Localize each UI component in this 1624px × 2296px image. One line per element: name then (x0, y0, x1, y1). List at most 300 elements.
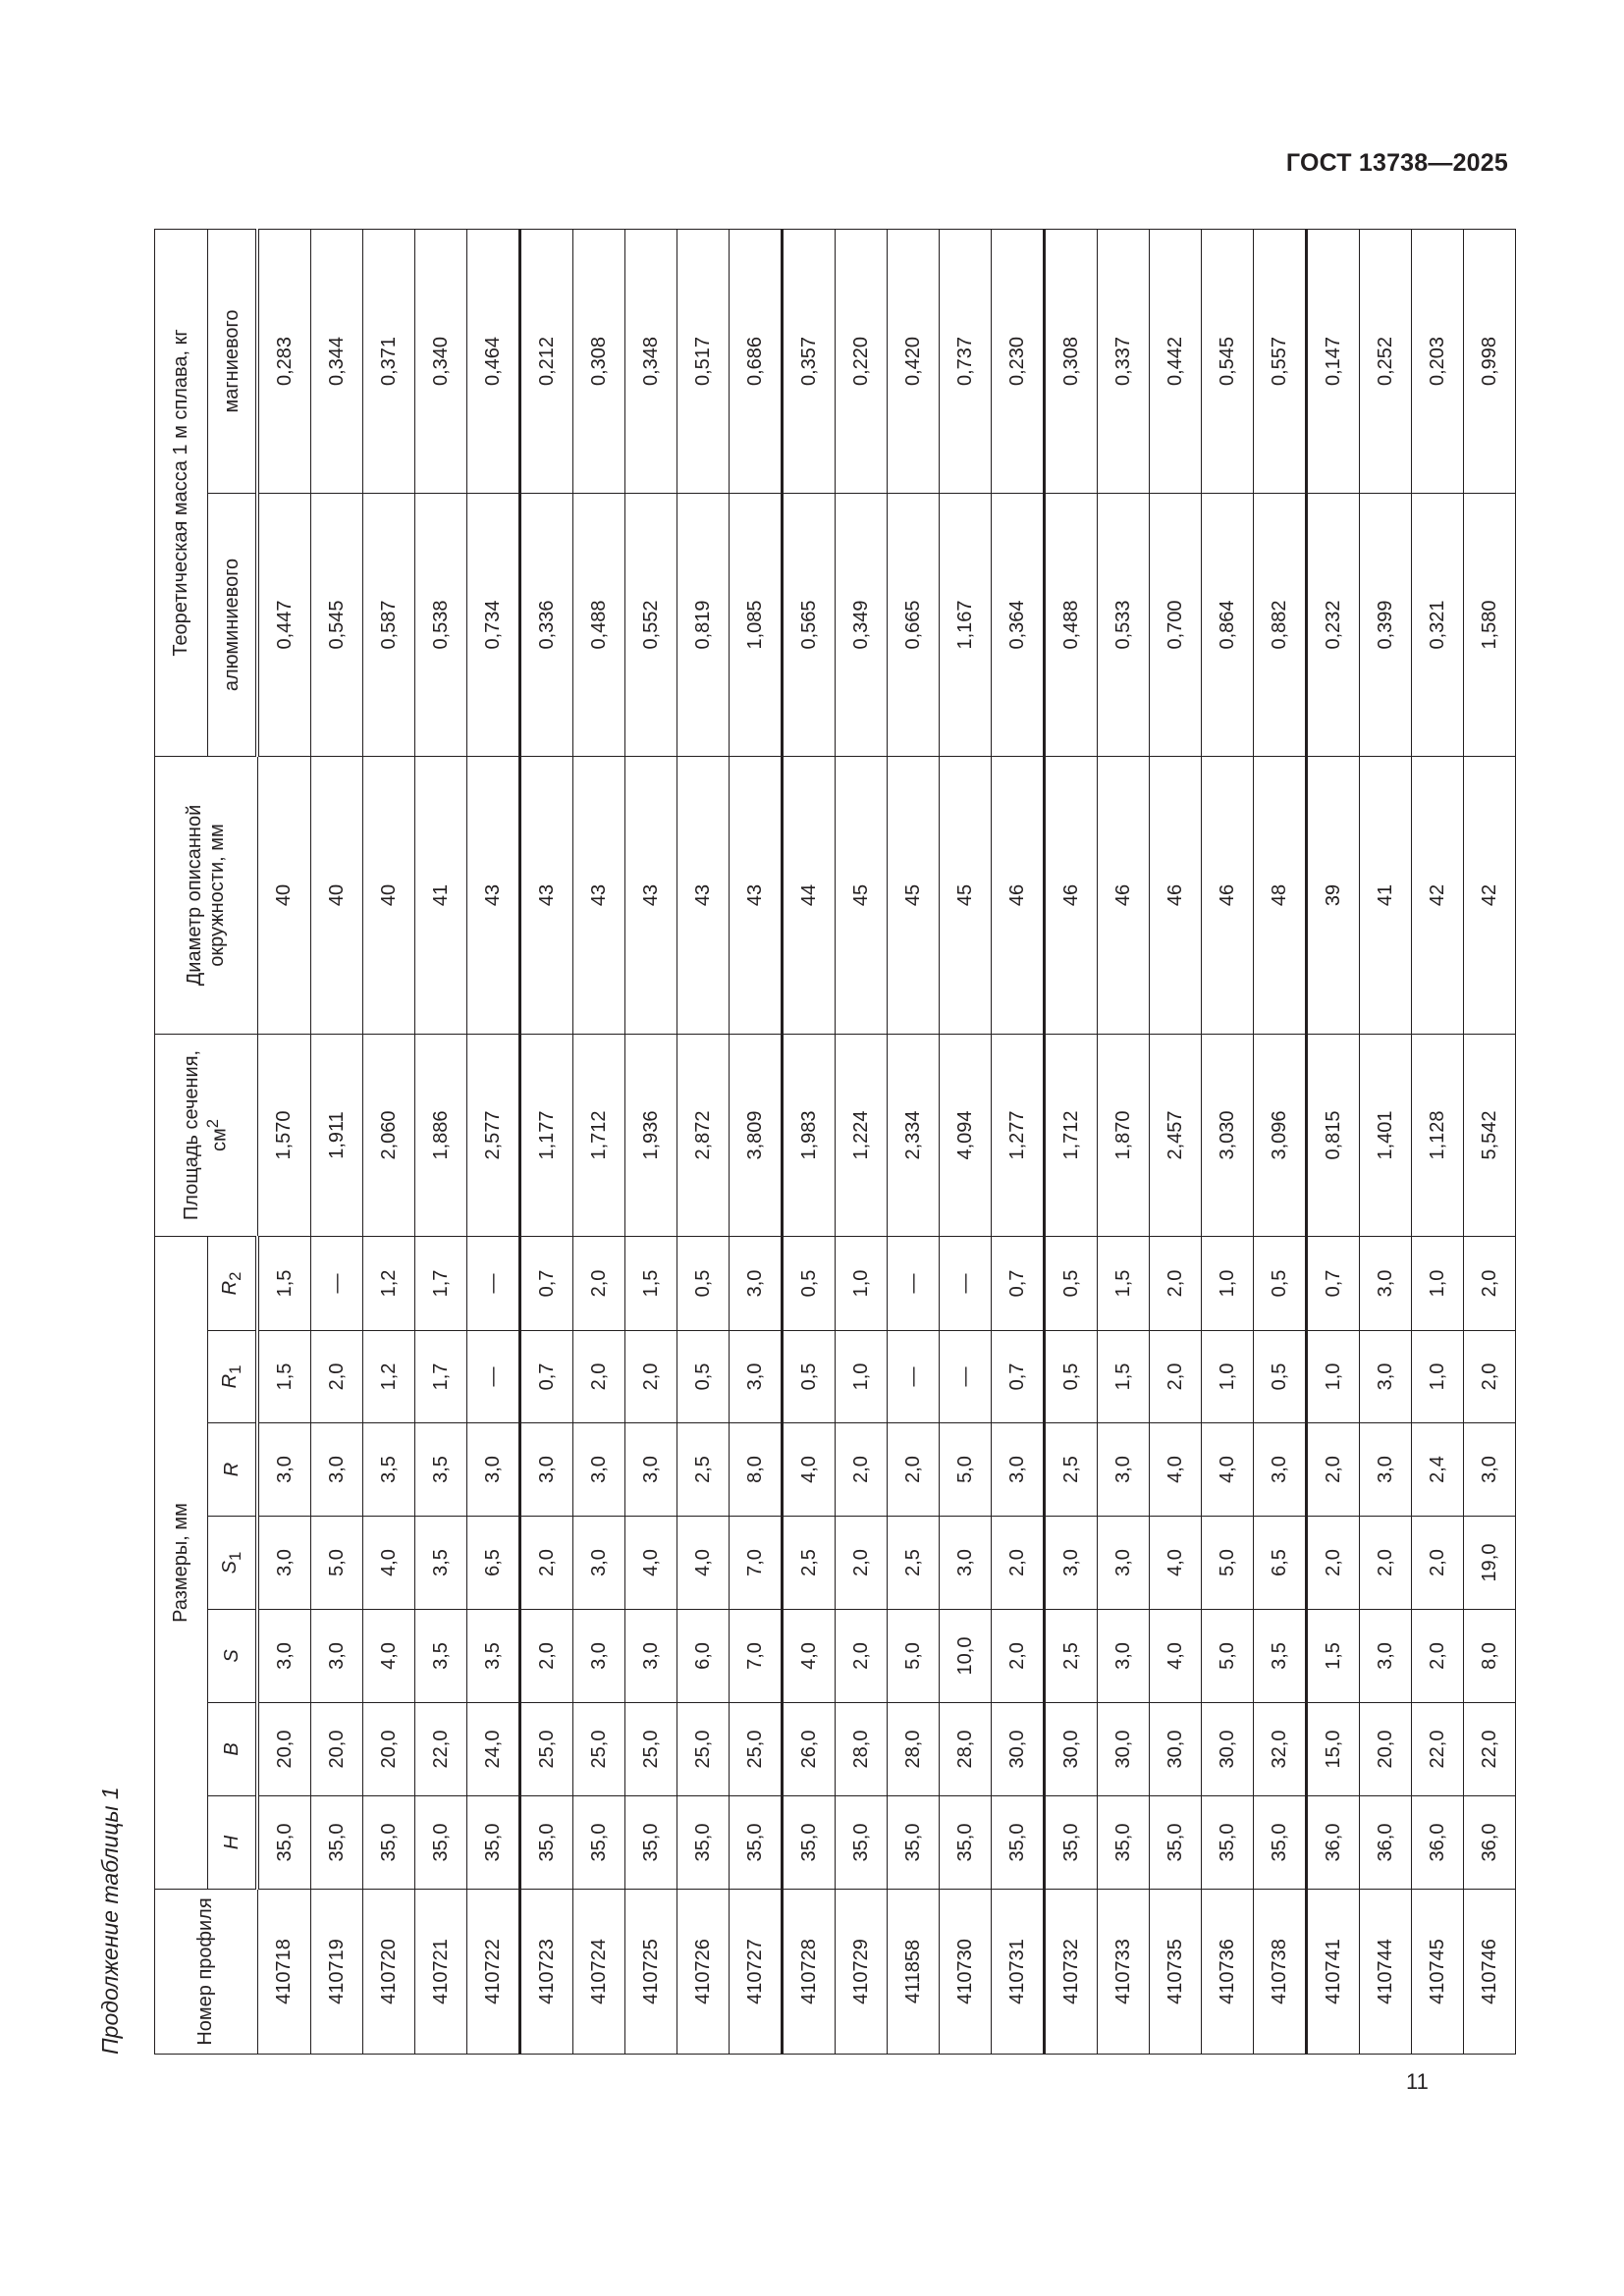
cell-R2: 0,5 (1045, 1236, 1098, 1330)
cell-R2: — (311, 1236, 363, 1330)
cell-mass-magnesium: 0,220 (836, 229, 888, 493)
cell-S: 3,0 (257, 1610, 311, 1703)
cell-R2: 1,2 (363, 1236, 415, 1330)
col-header-diameter: Диаметр описанной окружности, мм (155, 756, 258, 1034)
cell-R2: 1,0 (1412, 1236, 1464, 1330)
cell-S: 7,0 (730, 1610, 783, 1703)
cell-R1: — (888, 1331, 940, 1423)
cell-area: 1,886 (415, 1034, 467, 1236)
cell-S: 6,0 (677, 1610, 730, 1703)
cell-S: 10,0 (940, 1610, 992, 1703)
table-row (940, 229, 992, 2054)
cell-diameter: 44 (783, 756, 836, 1034)
cell-S: 3,0 (1098, 1610, 1150, 1703)
cell-S1: 19,0 (1464, 1517, 1516, 1610)
cell-B: 28,0 (888, 1703, 940, 1796)
table-row (311, 229, 363, 2054)
cell-R1: 2,0 (573, 1331, 625, 1423)
cell-R: 3,0 (1254, 1423, 1307, 1517)
cell-R: 3,0 (520, 1423, 573, 1517)
cell-H: 35,0 (311, 1796, 363, 1890)
table-row (1307, 229, 1360, 2054)
cell-profile-number: 410746 (1464, 1890, 1516, 2055)
table-row (1360, 229, 1412, 2054)
cell-mass-aluminum: 0,232 (1307, 493, 1360, 756)
cell-mass-magnesium: 0,464 (467, 229, 520, 493)
cell-mass-magnesium: 0,686 (730, 229, 783, 493)
cell-R1: 0,5 (677, 1331, 730, 1423)
cell-profile-number: 410724 (573, 1890, 625, 2055)
cell-B: 25,0 (677, 1703, 730, 1796)
cell-mass-aluminum: 1,580 (1464, 493, 1516, 756)
cell-H: 35,0 (415, 1796, 467, 1890)
cell-S: 2,5 (1045, 1610, 1098, 1703)
table-row (1412, 229, 1464, 2054)
cell-S: 3,5 (415, 1610, 467, 1703)
cell-S1: 4,0 (363, 1517, 415, 1610)
cell-R2: 1,0 (836, 1236, 888, 1330)
table-row (467, 229, 520, 2054)
cell-R2: 2,0 (1150, 1236, 1202, 1330)
cell-S: 5,0 (888, 1610, 940, 1703)
table-row (573, 229, 625, 2054)
cell-R: 3,0 (467, 1423, 520, 1517)
cell-mass-aluminum: 0,734 (467, 493, 520, 756)
cell-diameter: 42 (1464, 756, 1516, 1034)
cell-diameter: 46 (992, 756, 1045, 1034)
cell-S: 4,0 (783, 1610, 836, 1703)
cell-S1: 6,5 (1254, 1517, 1307, 1610)
cell-R1: 0,5 (1254, 1331, 1307, 1423)
cell-B: 30,0 (992, 1703, 1045, 1796)
cell-B: 25,0 (520, 1703, 573, 1796)
col-header-S1: $S_1$ (208, 1517, 258, 1610)
cell-profile-number: 410718 (257, 1890, 311, 2055)
cell-mass-aluminum: 0,545 (311, 493, 363, 756)
col-header-B: B (208, 1703, 258, 1796)
cell-R: 5,0 (940, 1423, 992, 1517)
cell-mass-magnesium: 0,283 (257, 229, 311, 493)
table-row (363, 229, 415, 2054)
cell-S: 2,0 (836, 1610, 888, 1703)
col-header-S: S (208, 1610, 258, 1703)
cell-H: 35,0 (730, 1796, 783, 1890)
cell-H: 36,0 (1412, 1796, 1464, 1890)
cell-diameter: 43 (677, 756, 730, 1034)
table-row (1464, 229, 1516, 2054)
cell-mass-magnesium: 0,212 (520, 229, 573, 493)
cell-R2: 0,7 (992, 1236, 1045, 1330)
cell-area: 4,094 (940, 1034, 992, 1236)
cell-H: 35,0 (1150, 1796, 1202, 1890)
cell-area: 2,872 (677, 1034, 730, 1236)
col-header-profile-number: Номер профиля (155, 1890, 258, 2055)
cell-H: 35,0 (257, 1796, 311, 1890)
cell-H: 35,0 (1045, 1796, 1098, 1890)
table-row (1150, 229, 1202, 2054)
cell-R: 3,0 (1360, 1423, 1412, 1517)
cell-mass-magnesium: 0,344 (311, 229, 363, 493)
cell-S1: 7,0 (730, 1517, 783, 1610)
cell-R: 3,5 (363, 1423, 415, 1517)
cell-R1: 1,0 (836, 1331, 888, 1423)
cell-B: 28,0 (836, 1703, 888, 1796)
cell-B: 20,0 (311, 1703, 363, 1796)
col-header-area: Площадь сечения, $см^2$ (155, 1034, 258, 1236)
table-row (1202, 229, 1254, 2054)
cell-R: 4,0 (1150, 1423, 1202, 1517)
cell-mass-magnesium: 0,252 (1360, 229, 1412, 493)
cell-R: 3,0 (1464, 1423, 1516, 1517)
cell-S: 4,0 (1150, 1610, 1202, 1703)
col-header-R1: $R_1$ (208, 1331, 258, 1423)
cell-area: 1,224 (836, 1034, 888, 1236)
cell-R1: 1,5 (257, 1331, 311, 1423)
cell-profile-number: 410735 (1150, 1890, 1202, 2055)
cell-area: 0,815 (1307, 1034, 1360, 1236)
cell-mass-aluminum: 0,665 (888, 493, 940, 756)
cell-R: 2,0 (888, 1423, 940, 1517)
cell-R: 4,0 (783, 1423, 836, 1517)
cell-S1: 2,0 (1360, 1517, 1412, 1610)
cell-mass-magnesium: 0,998 (1464, 229, 1516, 493)
cell-R1: 1,0 (1202, 1331, 1254, 1423)
cell-R2: 0,5 (783, 1236, 836, 1330)
cell-mass-magnesium: 0,557 (1254, 229, 1307, 493)
cell-profile-number: 411858 (888, 1890, 940, 2055)
cell-area: 1,277 (992, 1034, 1045, 1236)
cell-S1: 2,0 (1412, 1517, 1464, 1610)
cell-R: 3,0 (311, 1423, 363, 1517)
cell-profile-number: 410722 (467, 1890, 520, 2055)
cell-B: 15,0 (1307, 1703, 1360, 1796)
cell-area: 3,096 (1254, 1034, 1307, 1236)
cell-mass-aluminum: 0,364 (992, 493, 1045, 756)
cell-R1: 0,5 (783, 1331, 836, 1423)
cell-R: 4,0 (1202, 1423, 1254, 1517)
cell-area: 3,809 (730, 1034, 783, 1236)
cell-mass-aluminum: 0,533 (1098, 493, 1150, 756)
cell-R1: 2,0 (1150, 1331, 1202, 1423)
cell-R: 3,0 (992, 1423, 1045, 1517)
table-row (415, 229, 467, 2054)
cell-R1: 2,0 (311, 1331, 363, 1423)
cell-profile-number: 410731 (992, 1890, 1045, 2055)
cell-R2: 1,5 (1098, 1236, 1150, 1330)
cell-R1: 1,2 (363, 1331, 415, 1423)
table-row (677, 229, 730, 2054)
cell-mass-aluminum: 0,882 (1254, 493, 1307, 756)
cell-R: 2,5 (1045, 1423, 1098, 1517)
cell-mass-aluminum: 0,336 (520, 493, 573, 756)
cell-mass-aluminum: 0,447 (257, 493, 311, 756)
cell-mass-aluminum: 0,552 (625, 493, 677, 756)
cell-H: 35,0 (520, 1796, 573, 1890)
cell-profile-number: 410720 (363, 1890, 415, 2055)
cell-area: 1,911 (311, 1034, 363, 1236)
cell-area: 1,712 (573, 1034, 625, 1236)
cell-mass-magnesium: 0,517 (677, 229, 730, 493)
col-header-mass: Теоретическая масса 1 м сплава, кг (155, 229, 208, 756)
cell-S1: 3,0 (573, 1517, 625, 1610)
cell-mass-aluminum: 0,587 (363, 493, 415, 756)
cell-mass-aluminum: 0,488 (1045, 493, 1098, 756)
cell-R2: 1,5 (625, 1236, 677, 1330)
cell-S: 1,5 (1307, 1610, 1360, 1703)
cell-diameter: 41 (1360, 756, 1412, 1034)
cell-mass-magnesium: 0,308 (573, 229, 625, 493)
cell-R1: 3,0 (1360, 1331, 1412, 1423)
table-row (1254, 229, 1307, 2054)
cell-profile-number: 410728 (783, 1890, 836, 2055)
cell-mass-magnesium: 0,203 (1412, 229, 1464, 493)
cell-area: 1,936 (625, 1034, 677, 1236)
cell-R1: — (467, 1331, 520, 1423)
table-row (1098, 229, 1150, 2054)
cell-S: 3,0 (625, 1610, 677, 1703)
table-row (520, 229, 573, 2054)
cell-S1: 5,0 (1202, 1517, 1254, 1610)
cell-profile-number: 410726 (677, 1890, 730, 2055)
cell-mass-aluminum: 0,565 (783, 493, 836, 756)
cell-S: 2,0 (992, 1610, 1045, 1703)
cell-diameter: 43 (467, 756, 520, 1034)
cell-mass-aluminum: 0,538 (415, 493, 467, 756)
table-row (836, 229, 888, 2054)
cell-S1: 4,0 (625, 1517, 677, 1610)
cell-profile-number: 410721 (415, 1890, 467, 2055)
cell-mass-aluminum: 0,819 (677, 493, 730, 756)
cell-S: 2,0 (520, 1610, 573, 1703)
cell-R2: 2,0 (573, 1236, 625, 1330)
cell-mass-magnesium: 0,308 (1045, 229, 1098, 493)
cell-R1: 1,0 (1412, 1331, 1464, 1423)
cell-R1: 1,5 (1098, 1331, 1150, 1423)
table-row (625, 229, 677, 2054)
cell-mass-magnesium: 0,371 (363, 229, 415, 493)
cell-B: 32,0 (1254, 1703, 1307, 1796)
cell-R2: 0,5 (677, 1236, 730, 1330)
cell-R2: — (467, 1236, 520, 1330)
cell-R: 3,0 (573, 1423, 625, 1517)
cell-diameter: 43 (625, 756, 677, 1034)
cell-R2: — (940, 1236, 992, 1330)
col-header-H: H (208, 1796, 258, 1890)
cell-mass-magnesium: 0,545 (1202, 229, 1254, 493)
cell-R2: 0,5 (1254, 1236, 1307, 1330)
cell-H: 35,0 (1202, 1796, 1254, 1890)
cell-mass-aluminum: 0,321 (1412, 493, 1464, 756)
cell-area: 2,577 (467, 1034, 520, 1236)
cell-B: 30,0 (1045, 1703, 1098, 1796)
cell-B: 20,0 (1360, 1703, 1412, 1796)
col-header-dimensions: Размеры, мм (155, 1236, 208, 1889)
cell-profile-number: 410729 (836, 1890, 888, 2055)
cell-R: 3,5 (415, 1423, 467, 1517)
cell-S: 4,0 (363, 1610, 415, 1703)
table-row (783, 229, 836, 2054)
cell-profile-number: 410738 (1254, 1890, 1307, 2055)
cell-diameter: 40 (257, 756, 311, 1034)
cell-H: 35,0 (783, 1796, 836, 1890)
cell-profile-number: 410723 (520, 1890, 573, 2055)
cell-B: 25,0 (730, 1703, 783, 1796)
cell-mass-magnesium: 0,147 (1307, 229, 1360, 493)
cell-H: 35,0 (836, 1796, 888, 1890)
cell-R1: 1,0 (1307, 1331, 1360, 1423)
table-row (1045, 229, 1098, 2054)
cell-diameter: 46 (1150, 756, 1202, 1034)
cell-R: 3,0 (625, 1423, 677, 1517)
cell-area: 1,401 (1360, 1034, 1412, 1236)
cell-mass-magnesium: 0,337 (1098, 229, 1150, 493)
cell-R2: 1,7 (415, 1236, 467, 1330)
cell-diameter: 39 (1307, 756, 1360, 1034)
cell-area: 2,334 (888, 1034, 940, 1236)
cell-mass-aluminum: 0,864 (1202, 493, 1254, 756)
cell-S: 3,0 (311, 1610, 363, 1703)
cell-B: 30,0 (1202, 1703, 1254, 1796)
col-header-R: R (208, 1423, 258, 1517)
cell-diameter: 48 (1254, 756, 1307, 1034)
cell-S1: 2,5 (783, 1517, 836, 1610)
cell-area: 3,030 (1202, 1034, 1254, 1236)
cell-mass-aluminum: 1,085 (730, 493, 783, 756)
cell-profile-number: 410736 (1202, 1890, 1254, 2055)
table-row (257, 229, 311, 2054)
cell-profile-number: 410741 (1307, 1890, 1360, 2055)
cell-H: 36,0 (1307, 1796, 1360, 1890)
cell-H: 35,0 (677, 1796, 730, 1890)
table-row (992, 229, 1045, 2054)
cell-R2: 0,7 (520, 1236, 573, 1330)
cell-R2: — (888, 1236, 940, 1330)
cell-area: 1,570 (257, 1034, 311, 1236)
cell-profile-number: 410719 (311, 1890, 363, 2055)
cell-S1: 2,0 (1307, 1517, 1360, 1610)
cell-R: 2,4 (1412, 1423, 1464, 1517)
cell-R: 3,0 (257, 1423, 311, 1517)
cell-diameter: 40 (311, 756, 363, 1034)
cell-H: 35,0 (888, 1796, 940, 1890)
cell-R: 2,0 (1307, 1423, 1360, 1517)
table-body (257, 229, 1516, 2054)
cell-diameter: 40 (363, 756, 415, 1034)
cell-S: 3,0 (1360, 1610, 1412, 1703)
profiles-table (154, 229, 1516, 2055)
cell-area: 1,712 (1045, 1034, 1098, 1236)
cell-S: 8,0 (1464, 1610, 1516, 1703)
cell-S1: 3,0 (1098, 1517, 1150, 1610)
cell-R1: 0,7 (520, 1331, 573, 1423)
cell-R: 3,0 (1098, 1423, 1150, 1517)
cell-B: 25,0 (573, 1703, 625, 1796)
cell-diameter: 43 (730, 756, 783, 1034)
cell-mass-aluminum: 0,488 (573, 493, 625, 756)
cell-profile-number: 410745 (1412, 1890, 1464, 2055)
cell-H: 35,0 (1098, 1796, 1150, 1890)
cell-mass-magnesium: 0,357 (783, 229, 836, 493)
cell-B: 26,0 (783, 1703, 836, 1796)
cell-profile-number: 410744 (1360, 1890, 1412, 2055)
cell-area: 1,177 (520, 1034, 573, 1236)
cell-H: 35,0 (1254, 1796, 1307, 1890)
cell-H: 36,0 (1464, 1796, 1516, 1890)
rotated-table-container (97, 230, 1500, 2055)
cell-H: 35,0 (625, 1796, 677, 1890)
cell-mass-magnesium: 0,348 (625, 229, 677, 493)
cell-diameter: 46 (1098, 756, 1150, 1034)
cell-B: 30,0 (1098, 1703, 1150, 1796)
cell-area: 5,542 (1464, 1034, 1516, 1236)
cell-mass-aluminum: 0,399 (1360, 493, 1412, 756)
cell-diameter: 45 (888, 756, 940, 1034)
cell-R1: — (940, 1331, 992, 1423)
cell-R: 8,0 (730, 1423, 783, 1517)
cell-diameter: 45 (836, 756, 888, 1034)
table-row (888, 229, 940, 2054)
cell-H: 35,0 (363, 1796, 415, 1890)
cell-area: 1,870 (1098, 1034, 1150, 1236)
cell-R1: 0,7 (992, 1331, 1045, 1423)
cell-S1: 6,5 (467, 1517, 520, 1610)
table-caption: Продолжение таблицы 1 (97, 1787, 123, 2055)
cell-R: 2,5 (677, 1423, 730, 1517)
cell-R: 2,0 (836, 1423, 888, 1517)
cell-S1: 5,0 (311, 1517, 363, 1610)
cell-B: 20,0 (363, 1703, 415, 1796)
cell-mass-magnesium: 0,420 (888, 229, 940, 493)
cell-R1: 1,7 (415, 1331, 467, 1423)
cell-B: 25,0 (625, 1703, 677, 1796)
cell-mass-magnesium: 0,340 (415, 229, 467, 493)
cell-R2: 3,0 (1360, 1236, 1412, 1330)
cell-R2: 1,0 (1202, 1236, 1254, 1330)
cell-diameter: 42 (1412, 756, 1464, 1034)
cell-B: 22,0 (1412, 1703, 1464, 1796)
cell-H: 35,0 (467, 1796, 520, 1890)
cell-S1: 4,0 (1150, 1517, 1202, 1610)
cell-S: 3,5 (467, 1610, 520, 1703)
cell-S1: 2,0 (992, 1517, 1045, 1610)
cell-S1: 2,5 (888, 1517, 940, 1610)
cell-S1: 4,0 (677, 1517, 730, 1610)
cell-S: 3,0 (573, 1610, 625, 1703)
cell-profile-number: 410732 (1045, 1890, 1098, 2055)
col-header-R2: $R_2$ (208, 1236, 258, 1330)
cell-B: 28,0 (940, 1703, 992, 1796)
cell-R1: 0,5 (1045, 1331, 1098, 1423)
cell-area: 1,128 (1412, 1034, 1464, 1236)
cell-R1: 2,0 (1464, 1331, 1516, 1423)
cell-S: 5,0 (1202, 1610, 1254, 1703)
cell-diameter: 43 (520, 756, 573, 1034)
cell-diameter: 43 (573, 756, 625, 1034)
cell-diameter: 46 (1045, 756, 1098, 1034)
cell-S: 3,5 (1254, 1610, 1307, 1703)
cell-S1: 3,0 (1045, 1517, 1098, 1610)
cell-R1: 3,0 (730, 1331, 783, 1423)
cell-diameter: 41 (415, 756, 467, 1034)
cell-mass-aluminum: 1,167 (940, 493, 992, 756)
cell-B: 22,0 (1464, 1703, 1516, 1796)
cell-S1: 3,0 (940, 1517, 992, 1610)
cell-diameter: 46 (1202, 756, 1254, 1034)
cell-S1: 2,0 (836, 1517, 888, 1610)
cell-mass-magnesium: 0,737 (940, 229, 992, 493)
cell-R2: 2,0 (1464, 1236, 1516, 1330)
cell-B: 22,0 (415, 1703, 467, 1796)
